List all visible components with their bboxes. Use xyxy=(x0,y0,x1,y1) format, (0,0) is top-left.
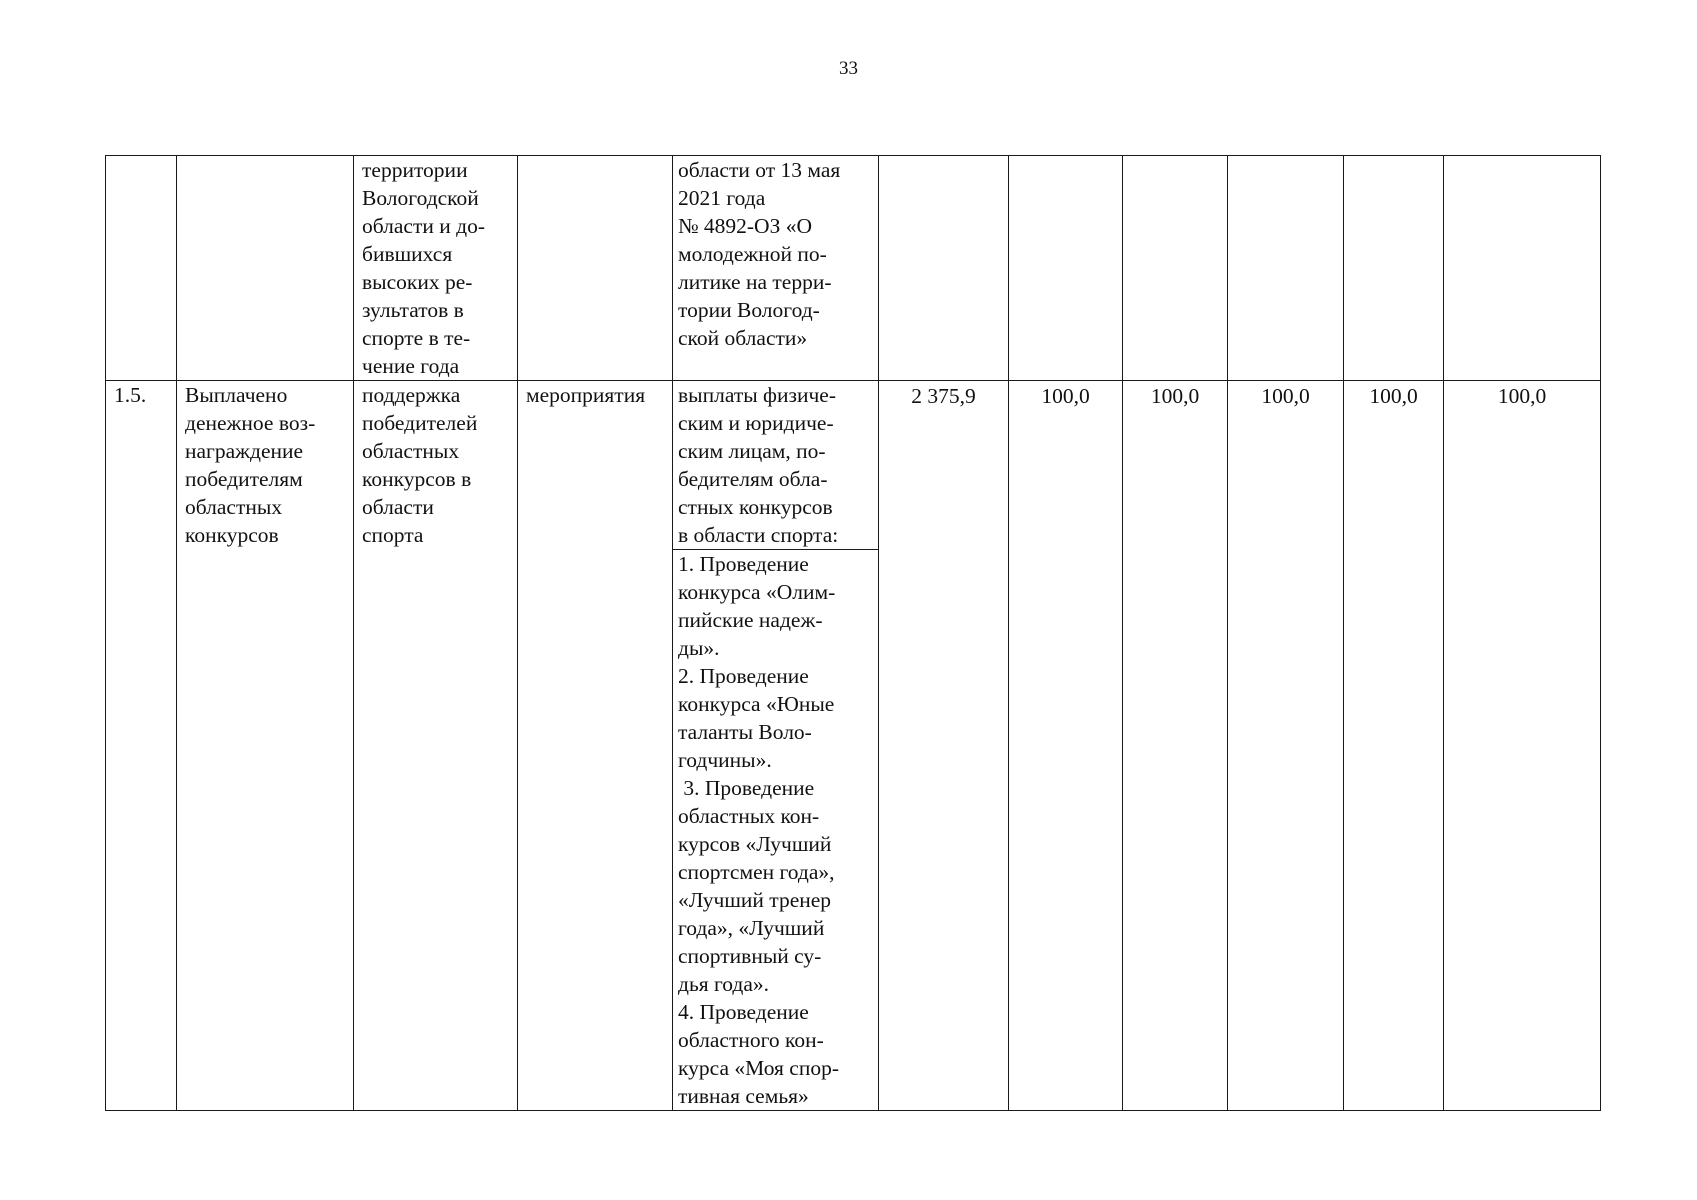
page-number: 33 xyxy=(839,58,858,79)
cell-value-1 xyxy=(879,156,1009,381)
row-value-total: 2 375,9 xyxy=(879,381,1009,1111)
row-description-list: 1. Проведение конкурса «Олим- пийские надеж- ды». 2. Проведение конкурса «Юные таланты Воло- годчины». 3. Проведение областных кон- курсов «Лучший спортсмен года», «Лучший тренер года», «Лучший спортивный су- дья года». 4. Проведение областного кон- курса «Моя спор- тивная семья» xyxy=(673,550,879,1111)
cell-value-5 xyxy=(1344,156,1444,381)
cell-legal-basis: области от 13 мая 2021 года № 4892-ОЗ «О молодежной по- литике на терри- тории Вологод- ской области» xyxy=(673,156,879,381)
row-value-year-3: 100,0 xyxy=(1228,381,1344,1111)
cell-value-4 xyxy=(1228,156,1344,381)
cell-value-2 xyxy=(1009,156,1123,381)
row-result: Выплачено денежное воз- награждение победителям областных конкурсов xyxy=(177,381,354,1111)
cell-support-type: территории Вологодской области и до- бившихся высоких ре- зультатов в спорте в те- чение года xyxy=(354,156,518,381)
row-description-top: выплаты физиче- ским и юридиче- ским лицам, по- бедителям обла- стных конкурсов в области спорта: xyxy=(673,381,879,550)
row-value-year-4: 100,0 xyxy=(1344,381,1444,1111)
row-value-year-5: 100,0 xyxy=(1444,381,1601,1111)
row-value-year-1: 100,0 xyxy=(1009,381,1123,1111)
cell-result xyxy=(177,156,354,381)
program-table xyxy=(105,155,1601,1111)
table-row-1-5 xyxy=(106,381,1601,550)
cell-value-3 xyxy=(1123,156,1228,381)
cell-number xyxy=(106,156,177,381)
row-support-type: поддержка победителей областных конкурсов в области спорта xyxy=(354,381,518,1111)
table-row-continuation xyxy=(106,156,1601,381)
row-category: мероприятия xyxy=(518,381,673,1111)
row-value-year-2: 100,0 xyxy=(1123,381,1228,1111)
row-number: 1.5. xyxy=(106,381,177,1111)
cell-value-6 xyxy=(1444,156,1601,381)
cell-category xyxy=(518,156,673,381)
